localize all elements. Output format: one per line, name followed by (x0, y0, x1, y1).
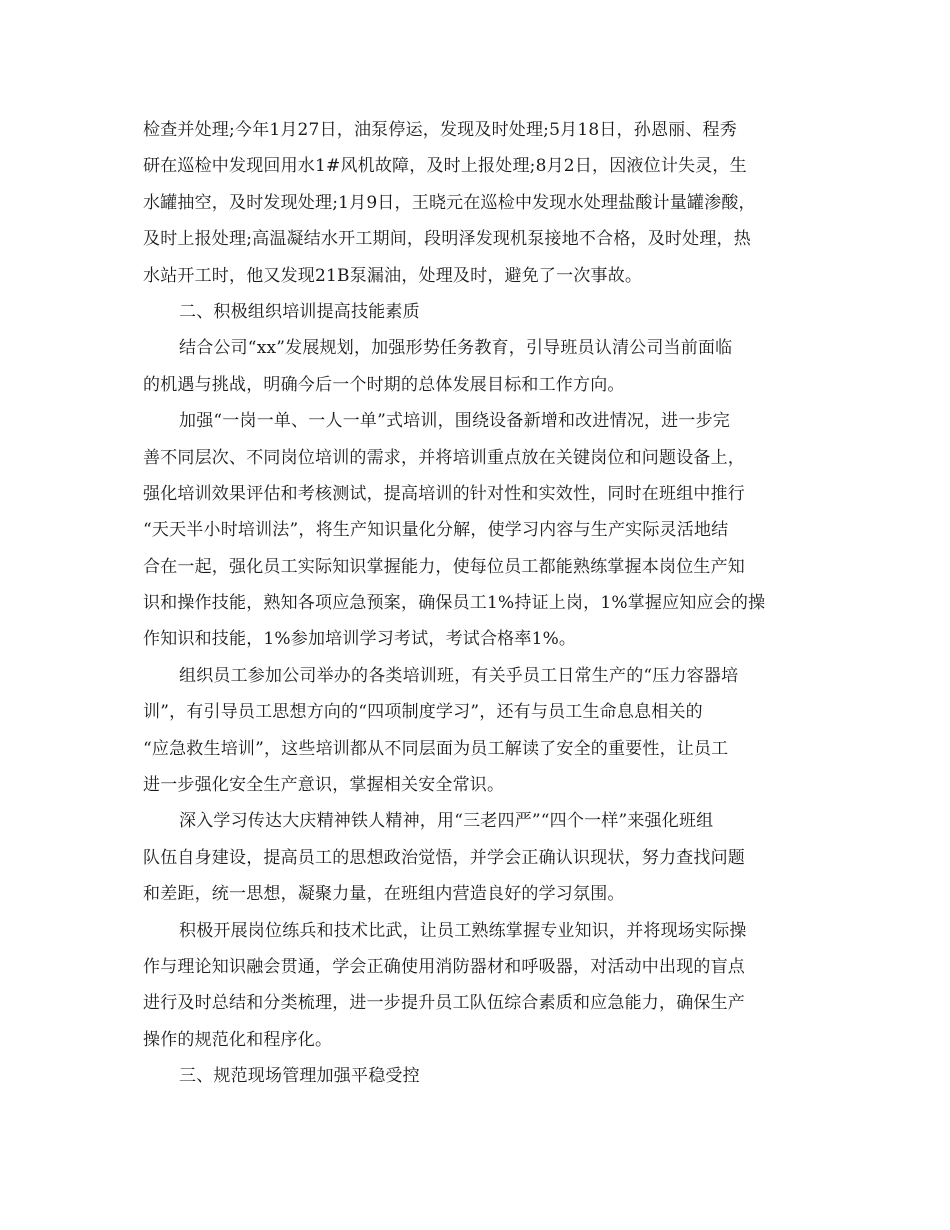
paragraph-line: 进一步强化安全生产意识，掌握相关安全常识。 (143, 775, 505, 796)
paragraph-first-line: 积极开展岗位练兵和技术比武，让员工熟练掌握专业知识，并将现场实际操 (179, 920, 747, 941)
paragraph-line: “天天半小时培训法”，将生产知识量化分解，使学习内容与生产实际灵活地结 (143, 520, 729, 541)
paragraph-line: 识和操作技能，熟知各项应急预案，确保员工1%持证上岗，1%掌握应知应会的操 (143, 593, 766, 614)
paragraph-first-line: 加强“一岗一单、一人一单”式培训，围绕设备新增和改进情况，进一步完 (179, 411, 730, 432)
paragraph-line: 水罐抽空，及时发现处理;1月9日，王晓元在巡检中发现水处理盐酸计量罐渗酸， (143, 192, 756, 213)
paragraph-line: 的机遇与挑战，明确今后一个时期的总体发展目标和工作方向。 (143, 374, 625, 395)
paragraph-line: 作知识和技能，1%参加培训学习考试，考试合格率1%。 (143, 629, 577, 650)
paragraph-line: 作与理论知识融会贯通，学会正确使用消防器材和呼吸器，对活动中出现的盲点 (143, 956, 745, 977)
paragraph-first-line: 深入学习传达大庆精神铁人精神，用“三老四严”“四个一样”来强化班组 (179, 811, 714, 832)
paragraph-line: 水站开工时，他又发现21B泵漏油，处理及时，避免了一次事故。 (143, 265, 643, 286)
paragraph-line: 检查并处理;今年1月27日，油泵停运，发现及时处理;5月18日，孙恩丽、程秀 (143, 120, 737, 140)
paragraph-line: 队伍自身建设，提高员工的思想政治觉悟，并学会正确认识现状，努力查找问题 (143, 847, 745, 868)
paragraph-line: 善不同层次、不同岗位培训的需求，并将培训重点放在关键岗位和问题设备上， (143, 447, 745, 468)
paragraph-first-line: 结合公司“xx”发展规划，加强形势任务教育，引导班员认清公司当前面临 (179, 338, 733, 359)
paragraph-line: 和差距，统一思想，凝聚力量，在班组内营造良好的学习氛围。 (143, 884, 625, 905)
paragraph-line: 训”，有引导员工思想方向的“四项制度学习”，还有与员工生命息息相关的 (143, 702, 703, 723)
paragraph-first-line: 组织员工参加公司举办的各类培训班，有关乎员工日常生产的“压力容器培 (179, 665, 739, 686)
paragraph-line: 研在巡检中发现回用水1#风机故障，及时上报处理;8月2日，因液位计失灵，生 (143, 156, 747, 177)
paragraph-line: 强化培训效果评估和考核测试，提高培训的针对性和实效性，同时在班组中推行 (143, 483, 745, 504)
paragraph-line: 操作的规范化和程序化。 (143, 1029, 333, 1050)
section-heading: 三、规范现场管理加强平稳受控 (179, 1066, 420, 1087)
paragraph-line: 及时上报处理;高温凝结水开工期间，段明泽发现机泵接地不合格，及时处理，热 (143, 229, 751, 250)
paragraph-line: “应急救生培训”，这些培训都从不同层面为员工解读了安全的重要性，让员工 (143, 738, 729, 759)
paragraph-line: 进行及时总结和分类梳理，进一步提升员工队伍综合素质和应急能力，确保生产 (143, 993, 745, 1014)
document-body (143, 112, 807, 1095)
paragraph-line: 合在一起，强化员工实际知识掌握能力，使每位员工都能熟练掌握本岗位生产知 (143, 556, 745, 577)
section-heading: 二、积极组织培训提高技能素质 (179, 301, 420, 322)
